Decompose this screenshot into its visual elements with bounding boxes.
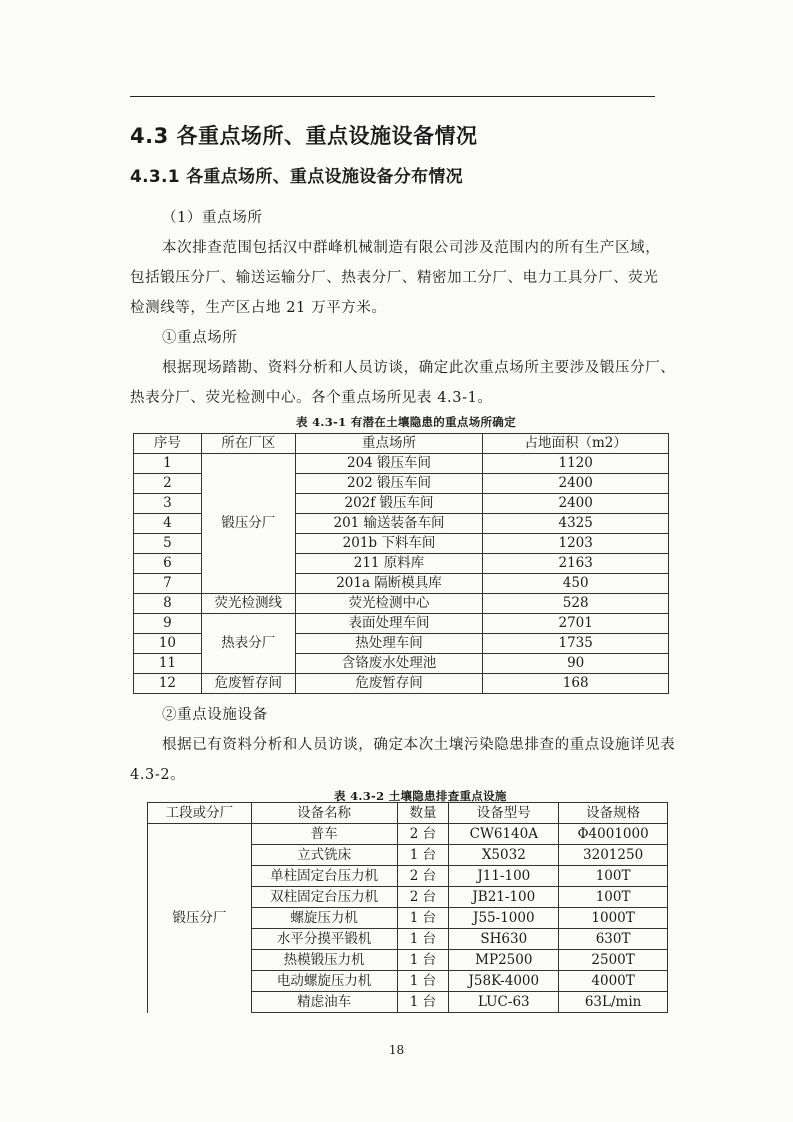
spec: 4000T — [559, 971, 668, 992]
header-cell: 重点场所 — [295, 434, 483, 454]
header-cell: 工段或分厂 — [148, 803, 252, 824]
header-cell: 设备型号 — [449, 803, 559, 824]
table-header-row — [148, 803, 668, 824]
equipment-name: 热模锻压力机 — [251, 950, 397, 971]
spec: 630T — [559, 929, 668, 950]
area-cell: 热表分厂 — [201, 614, 295, 674]
area-size-cell: 528 — [483, 594, 669, 614]
model: JB21-100 — [449, 887, 559, 908]
quantity: 1 台 — [397, 992, 449, 1013]
model: CW6140A — [449, 824, 559, 845]
quantity: 2 台 — [397, 887, 449, 908]
area-size-cell: 1203 — [483, 534, 669, 554]
table-2-caption: 表 4.3-2 土壤隐患排查重点设施 — [334, 789, 507, 803]
key-site-subheading: ①重点场所 — [162, 330, 238, 346]
paragraph-2-line-1: 根据现场踏勘、资料分析和人员访谈，确定此次重点场所主要涉及锻压分厂、 — [162, 360, 676, 376]
quantity: 1 台 — [397, 845, 449, 866]
header-cell: 所在厂区 — [201, 434, 295, 454]
row-number: 8 — [134, 594, 202, 614]
key-facility-subheading: ②重点设施设备 — [162, 707, 268, 723]
area-size-cell: 2701 — [483, 614, 669, 634]
spec: 2500T — [559, 950, 668, 971]
spec: 3201250 — [559, 845, 668, 866]
row-number: 9 — [134, 614, 202, 634]
table-header-row — [134, 434, 669, 454]
site-cell: 211 原料库 — [295, 554, 483, 574]
row-number: 12 — [134, 674, 202, 694]
key-site-heading: （1）重点场所 — [162, 210, 263, 226]
header-cell: 设备规格 — [559, 803, 668, 824]
site-cell: 201 输送装备车间 — [295, 514, 483, 534]
spec: 1000T — [559, 908, 668, 929]
key-facilities-table — [147, 802, 668, 1013]
subsection-title: 4.3.1 各重点场所、重点设施设备分布情况 — [130, 167, 463, 187]
equipment-name: 精虑油车 — [251, 992, 397, 1013]
header-cell: 设备名称 — [251, 803, 397, 824]
table-row — [148, 824, 668, 845]
quantity: 2 台 — [397, 866, 449, 887]
paragraph-1-line-1: 本次排查范围包括汉中群峰机械制造有限公司涉及范围内的所有生产区域， — [162, 240, 661, 256]
site-cell: 201b 下料车间 — [295, 534, 483, 554]
spec: Φ4001000 — [559, 824, 668, 845]
site-cell: 热处理车间 — [295, 634, 483, 654]
paragraph-2-line-2: 热表分厂、荧光检测中心。各个重点场所见表 4.3-1。 — [130, 390, 493, 406]
site-cell: 含铬废水处理池 — [295, 654, 483, 674]
spec: 63L/min — [559, 992, 668, 1013]
equipment-name: 电动螺旋压力机 — [251, 971, 397, 992]
area-size-cell: 90 — [483, 654, 669, 674]
spec: 100T — [559, 887, 668, 908]
area-size-cell: 4325 — [483, 514, 669, 534]
table-row — [134, 674, 669, 694]
equipment-name: 双柱固定台压力机 — [251, 887, 397, 908]
site-cell: 204 锻压车间 — [295, 454, 483, 474]
area-cell: 危废暂存间 — [201, 674, 295, 694]
area-size-cell: 450 — [483, 574, 669, 594]
site-cell: 202f 锻压车间 — [295, 494, 483, 514]
row-number: 11 — [134, 654, 202, 674]
area-cell: 锻压分厂 — [201, 454, 295, 594]
area-size-cell: 2400 — [483, 494, 669, 514]
site-cell: 荧光检测中心 — [295, 594, 483, 614]
row-number: 2 — [134, 474, 202, 494]
paragraph-3-line-2: 4.3-2。 — [130, 767, 186, 783]
area-cell: 荧光检测线 — [201, 594, 295, 614]
table-row — [134, 614, 669, 634]
area-size-cell: 168 — [483, 674, 669, 694]
site-cell: 201a 隔断模具库 — [295, 574, 483, 594]
paragraph-1-line-2: 包括锻压分厂、输送运输分厂、热表分厂、精密加工分厂、电力工具分厂、荧光 — [130, 270, 659, 286]
header-cell: 序号 — [134, 434, 202, 454]
site-cell: 202 锻压车间 — [295, 474, 483, 494]
area-size-cell: 1120 — [483, 454, 669, 474]
header-rule — [130, 96, 655, 97]
model: MP2500 — [449, 950, 559, 971]
equipment-name: 水平分摸平锻机 — [251, 929, 397, 950]
page-number: 18 — [388, 1043, 405, 1057]
header-cell: 数量 — [397, 803, 449, 824]
header-cell: 占地面积（m2） — [483, 434, 669, 454]
model: SH630 — [449, 929, 559, 950]
row-number: 6 — [134, 554, 202, 574]
row-number: 3 — [134, 494, 202, 514]
row-number: 10 — [134, 634, 202, 654]
spec: 100T — [559, 866, 668, 887]
area-size-cell: 2400 — [483, 474, 669, 494]
table-row — [134, 454, 669, 474]
quantity: 1 台 — [397, 971, 449, 992]
site-cell: 危废暂存间 — [295, 674, 483, 694]
area-size-cell: 2163 — [483, 554, 669, 574]
row-number: 5 — [134, 534, 202, 554]
site-cell: 表面处理车间 — [295, 614, 483, 634]
table-row — [134, 594, 669, 614]
quantity: 2 台 — [397, 824, 449, 845]
equipment-name: 单柱固定台压力机 — [251, 866, 397, 887]
equipment-name: 螺旋压力机 — [251, 908, 397, 929]
row-number: 7 — [134, 574, 202, 594]
equipment-name: 普车 — [251, 824, 397, 845]
quantity: 1 台 — [397, 950, 449, 971]
paragraph-1-line-3: 检测线等，生产区占地 21 万平方米。 — [130, 300, 387, 316]
model: LUC-63 — [449, 992, 559, 1013]
model: J55-1000 — [449, 908, 559, 929]
table-1-caption: 表 4.3-1 有潜在土壤隐患的重点场所确定 — [296, 415, 516, 429]
equipment-name: 立式铣床 — [251, 845, 397, 866]
model: J11-100 — [449, 866, 559, 887]
row-number: 1 — [134, 454, 202, 474]
quantity: 1 台 — [397, 908, 449, 929]
model: X5032 — [449, 845, 559, 866]
model: J58K-4000 — [449, 971, 559, 992]
key-sites-table — [133, 433, 669, 694]
section-title: 4.3 各重点场所、重点设施设备情况 — [130, 124, 478, 148]
section-cell: 锻压分厂 — [148, 824, 252, 1013]
quantity: 1 台 — [397, 929, 449, 950]
row-number: 4 — [134, 514, 202, 534]
paragraph-3-line-1: 根据已有资料分析和人员访谈，确定本次土壤污染隐患排查的重点设施详见表 — [162, 737, 676, 753]
area-size-cell: 1735 — [483, 634, 669, 654]
